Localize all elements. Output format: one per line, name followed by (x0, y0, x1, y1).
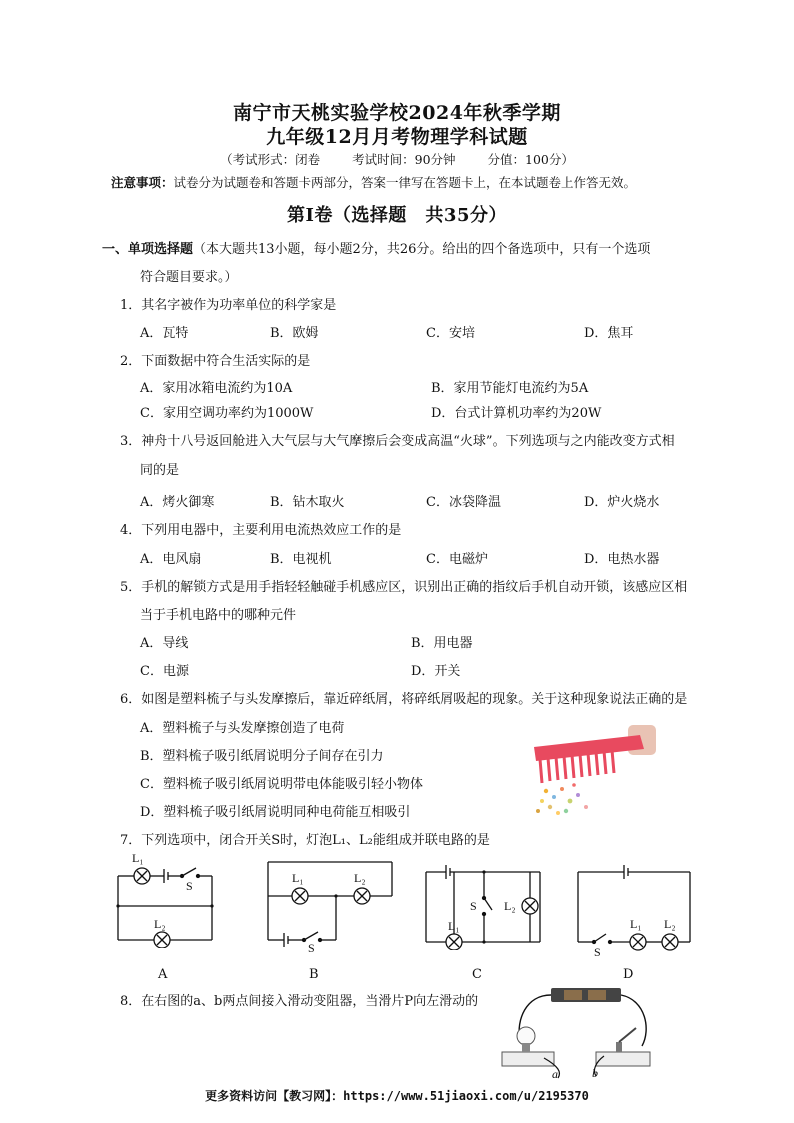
q2-option-d: D．台式计算机功率约为20W (431, 406, 602, 421)
circuit-c (420, 860, 546, 950)
exam-title-line2: 九年级12月月考物理学科试题 (266, 126, 528, 148)
question-3-stem: 3．神舟十八号返回舱进入大气层与大气摩擦后会变成高温“火球”。下列选项与之内能改变方式相 (120, 434, 675, 449)
part-label: 一、单项选择题 (102, 242, 194, 257)
q3-option-b: B．钻木取火 (270, 495, 345, 510)
q5-option-d: D．开关 (411, 664, 461, 679)
circuit-d-s-label: S (594, 945, 601, 959)
question-6-stem: 6．如图是塑料梳子与头发摩擦后，靠近碎纸屑，将碎纸屑吸起的现象。关于这种现象说法正确的是 (120, 692, 688, 707)
question-4-stem: 4．下列用电器中，主要利用电流热效应工作的是 (120, 523, 402, 538)
question-1-stem: 1．其名字被作为功率单位的科学家是 (120, 298, 337, 313)
circuit-b-l1-label: L₁ (292, 871, 304, 885)
q6-option-c: C．塑料梳子吸引纸屑说明带电体能吸引轻小物体 (140, 777, 423, 792)
q5-option-a: A．导线 (140, 636, 189, 651)
apparatus-illustration (496, 980, 658, 1080)
circuit-d-l2-label: L₂ (664, 917, 676, 931)
q3-option-c: C．冰袋降温 (426, 495, 501, 510)
switch-lever (619, 1028, 636, 1042)
notice-label: 注意事项： (111, 175, 174, 190)
paper-bits (536, 783, 588, 815)
q2-option-b: B．家用节能灯电流约为5A (431, 381, 589, 396)
q6-option-a: A．塑料梳子与头发摩擦创造了电荷 (140, 721, 345, 736)
q1-option-d: D．焦耳 (584, 326, 634, 341)
exam-form: （考试形式：闭卷 (220, 152, 321, 167)
circuit-a-l1-label: L₁ (132, 851, 144, 865)
q4-option-c: C．电磁炉 (426, 552, 488, 567)
q6-option-b: B．塑料梳子吸引纸屑说明分子间存在引力 (140, 749, 384, 764)
circuit-a-s-label: S (186, 879, 193, 893)
comb-paper-illustration (528, 725, 658, 817)
q1-option-c: C．安培 (426, 326, 475, 341)
question-5-stem: 5．手机的解锁方式是用手指轻轻触碰手机感应区，识别出正确的指纹后手机自动开锁，该感应区相 (120, 580, 688, 595)
notice (111, 173, 636, 191)
q3-option-d: D．炉火烧水 (584, 495, 660, 510)
circuit-c-s-label: S (470, 899, 477, 913)
notice-text: 试卷分为试题卷和答题卡两部分，答案一律写在答题卡上，在本试题卷上作答无效。 (173, 175, 637, 190)
exam-info (0, 150, 794, 168)
q5-option-b: B．用电器 (411, 636, 473, 651)
q4-option-d: D．电热水器 (584, 552, 660, 567)
bulb-icon (517, 1027, 535, 1045)
switch-base (596, 1052, 650, 1066)
q1-option-b: B．欧姆 (270, 326, 319, 341)
q7-option-b: B (309, 967, 319, 982)
question-5-stem-cont: 当于手机电路中的哪种元件 (140, 608, 297, 623)
circuit-a (110, 848, 220, 948)
q1-option-a: A．瓦特 (140, 326, 189, 341)
exam-score: 分值：100分） (487, 152, 574, 167)
circuit-c-l2-label: L₂ (504, 899, 516, 913)
circuit-b-l2-label: L₂ (354, 871, 366, 885)
q5-option-c: C．电源 (140, 664, 189, 679)
q7-option-a: A (158, 967, 168, 982)
q3-option-a: A．烤火御寒 (140, 495, 215, 510)
part-heading (102, 238, 650, 257)
question-7-stem: 7．下列选项中，闭合开关S时，灯泡L₁、L₂能组成并联电路的是 (120, 833, 490, 848)
circuit-b (262, 852, 398, 952)
battery-box (551, 988, 621, 1002)
q7-option-d: D (623, 967, 634, 982)
section-title: 第Ⅰ卷（选择题 共35分） (287, 205, 507, 226)
footer-link[interactable]: 更多资料访问【教习网】：https://www.51jiaoxi.com/u/2195370 (205, 1089, 589, 1103)
q2-option-a: A．家用冰箱电流约为10A (140, 381, 293, 396)
question-3-stem-cont: 同的是 (140, 463, 180, 478)
part-desc: （本大题共13小题，每小题2分，共26分。给出的四个备选项中，只有一个选项 (193, 242, 651, 257)
part-desc-line2: 符合题目要求。） (140, 270, 238, 285)
q2-option-c: C．家用空调功率约为1000W (140, 406, 314, 421)
q7-option-c: C (472, 967, 482, 982)
question-2-stem: 2．下面数据中符合生活实际的是 (120, 354, 311, 369)
question-8-stem: 8．在右图的a、b两点间接入滑动变阻器，当滑片P向左滑动的 (120, 994, 479, 1009)
q4-option-a: A．电风扇 (140, 552, 202, 567)
point-a-label: a (552, 1067, 558, 1080)
point-b-label: b (592, 1066, 598, 1080)
q6-option-d: D．塑料梳子吸引纸屑说明同种电荷能互相吸引 (140, 805, 411, 820)
exam-title-line1: 南宁市天桃实验学校2024年秋季学期 (233, 102, 561, 124)
circuit-b-s-label: S (308, 941, 315, 952)
exam-time: 考试时间：90分钟 (352, 152, 456, 167)
circuit-d (572, 860, 696, 960)
q4-option-b: B．电视机 (270, 552, 332, 567)
circuit-a-l2-label: L₂ (154, 917, 166, 931)
circuit-c-l1-label: L₁ (448, 919, 460, 933)
circuit-d-l1-label: L₁ (630, 917, 642, 931)
